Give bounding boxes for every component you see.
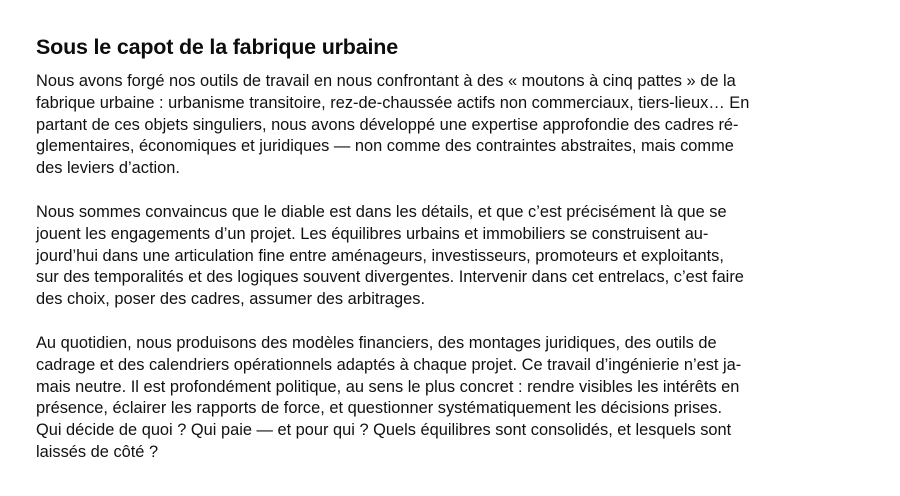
- paragraph-line: des choix, poser des cadres, assumer des arbitrages.: [36, 290, 426, 309]
- paragraph-line: Qui décide de quoi ? Qui paie — et pour qui ? Quels équilibres sont consolidés, et lesquels sont: [36, 421, 732, 440]
- paragraph-line: fabrique urbaine : urbanisme transitoire, rez-de-chaussée actifs non commerciaux, tiers-lieux… En: [36, 93, 750, 112]
- paragraph-line: glementaires, économiques et juridiques — non comme des contraintes abstraites, mais comme: [36, 137, 734, 156]
- paragraph-line: des leviers d’action.: [36, 159, 180, 178]
- paragraph-line: jouent les engagements d’un projet. Les équilibres urbains et immobiliers se construisent au-: [36, 224, 709, 243]
- paragraph-2: [36, 202, 864, 311]
- paragraph-line: cadrage et des calendriers opérationnels adaptés à chaque projet. Ce travail d’ingénierie n’est ja-: [36, 355, 742, 374]
- paragraph-line: Nous sommes convaincus que le diable est dans les détails, et que c’est précisément là que se: [36, 202, 727, 221]
- paragraph-line: partant de ces objets singuliers, nous avons développé une expertise approfondie des cadres ré-: [36, 115, 739, 134]
- paragraph-line: Nous avons forgé nos outils de travail en nous confrontant à des « moutons à cinq pattes » de la: [36, 72, 736, 90]
- paragraph-1: [36, 71, 864, 180]
- paragraph-line: présence, éclairer les rapports de force, et questionner systématiquement les décisions prises.: [36, 399, 723, 418]
- paragraph-3: [36, 333, 864, 464]
- article: [36, 34, 864, 464]
- paragraph-line: sur des temporalités et des logiques souvent divergentes. Intervenir dans cet entrelacs, c’est faire: [36, 268, 744, 287]
- article-title: Sous le capot de la fabrique urbaine: [36, 35, 398, 59]
- paragraph-line: mais neutre. Il est profondément politique, au sens le plus concret : rendre visibles les intérêts en: [36, 377, 740, 396]
- paragraph-line: jourd’hui dans une articulation fine entre aménageurs, investisseurs, promoteurs et exploitants,: [36, 246, 724, 265]
- paragraph-line: laissés de côté ?: [36, 442, 159, 461]
- paragraph-line: Au quotidien, nous produisons des modèles financiers, des montages juridiques, des outils de: [36, 333, 717, 352]
